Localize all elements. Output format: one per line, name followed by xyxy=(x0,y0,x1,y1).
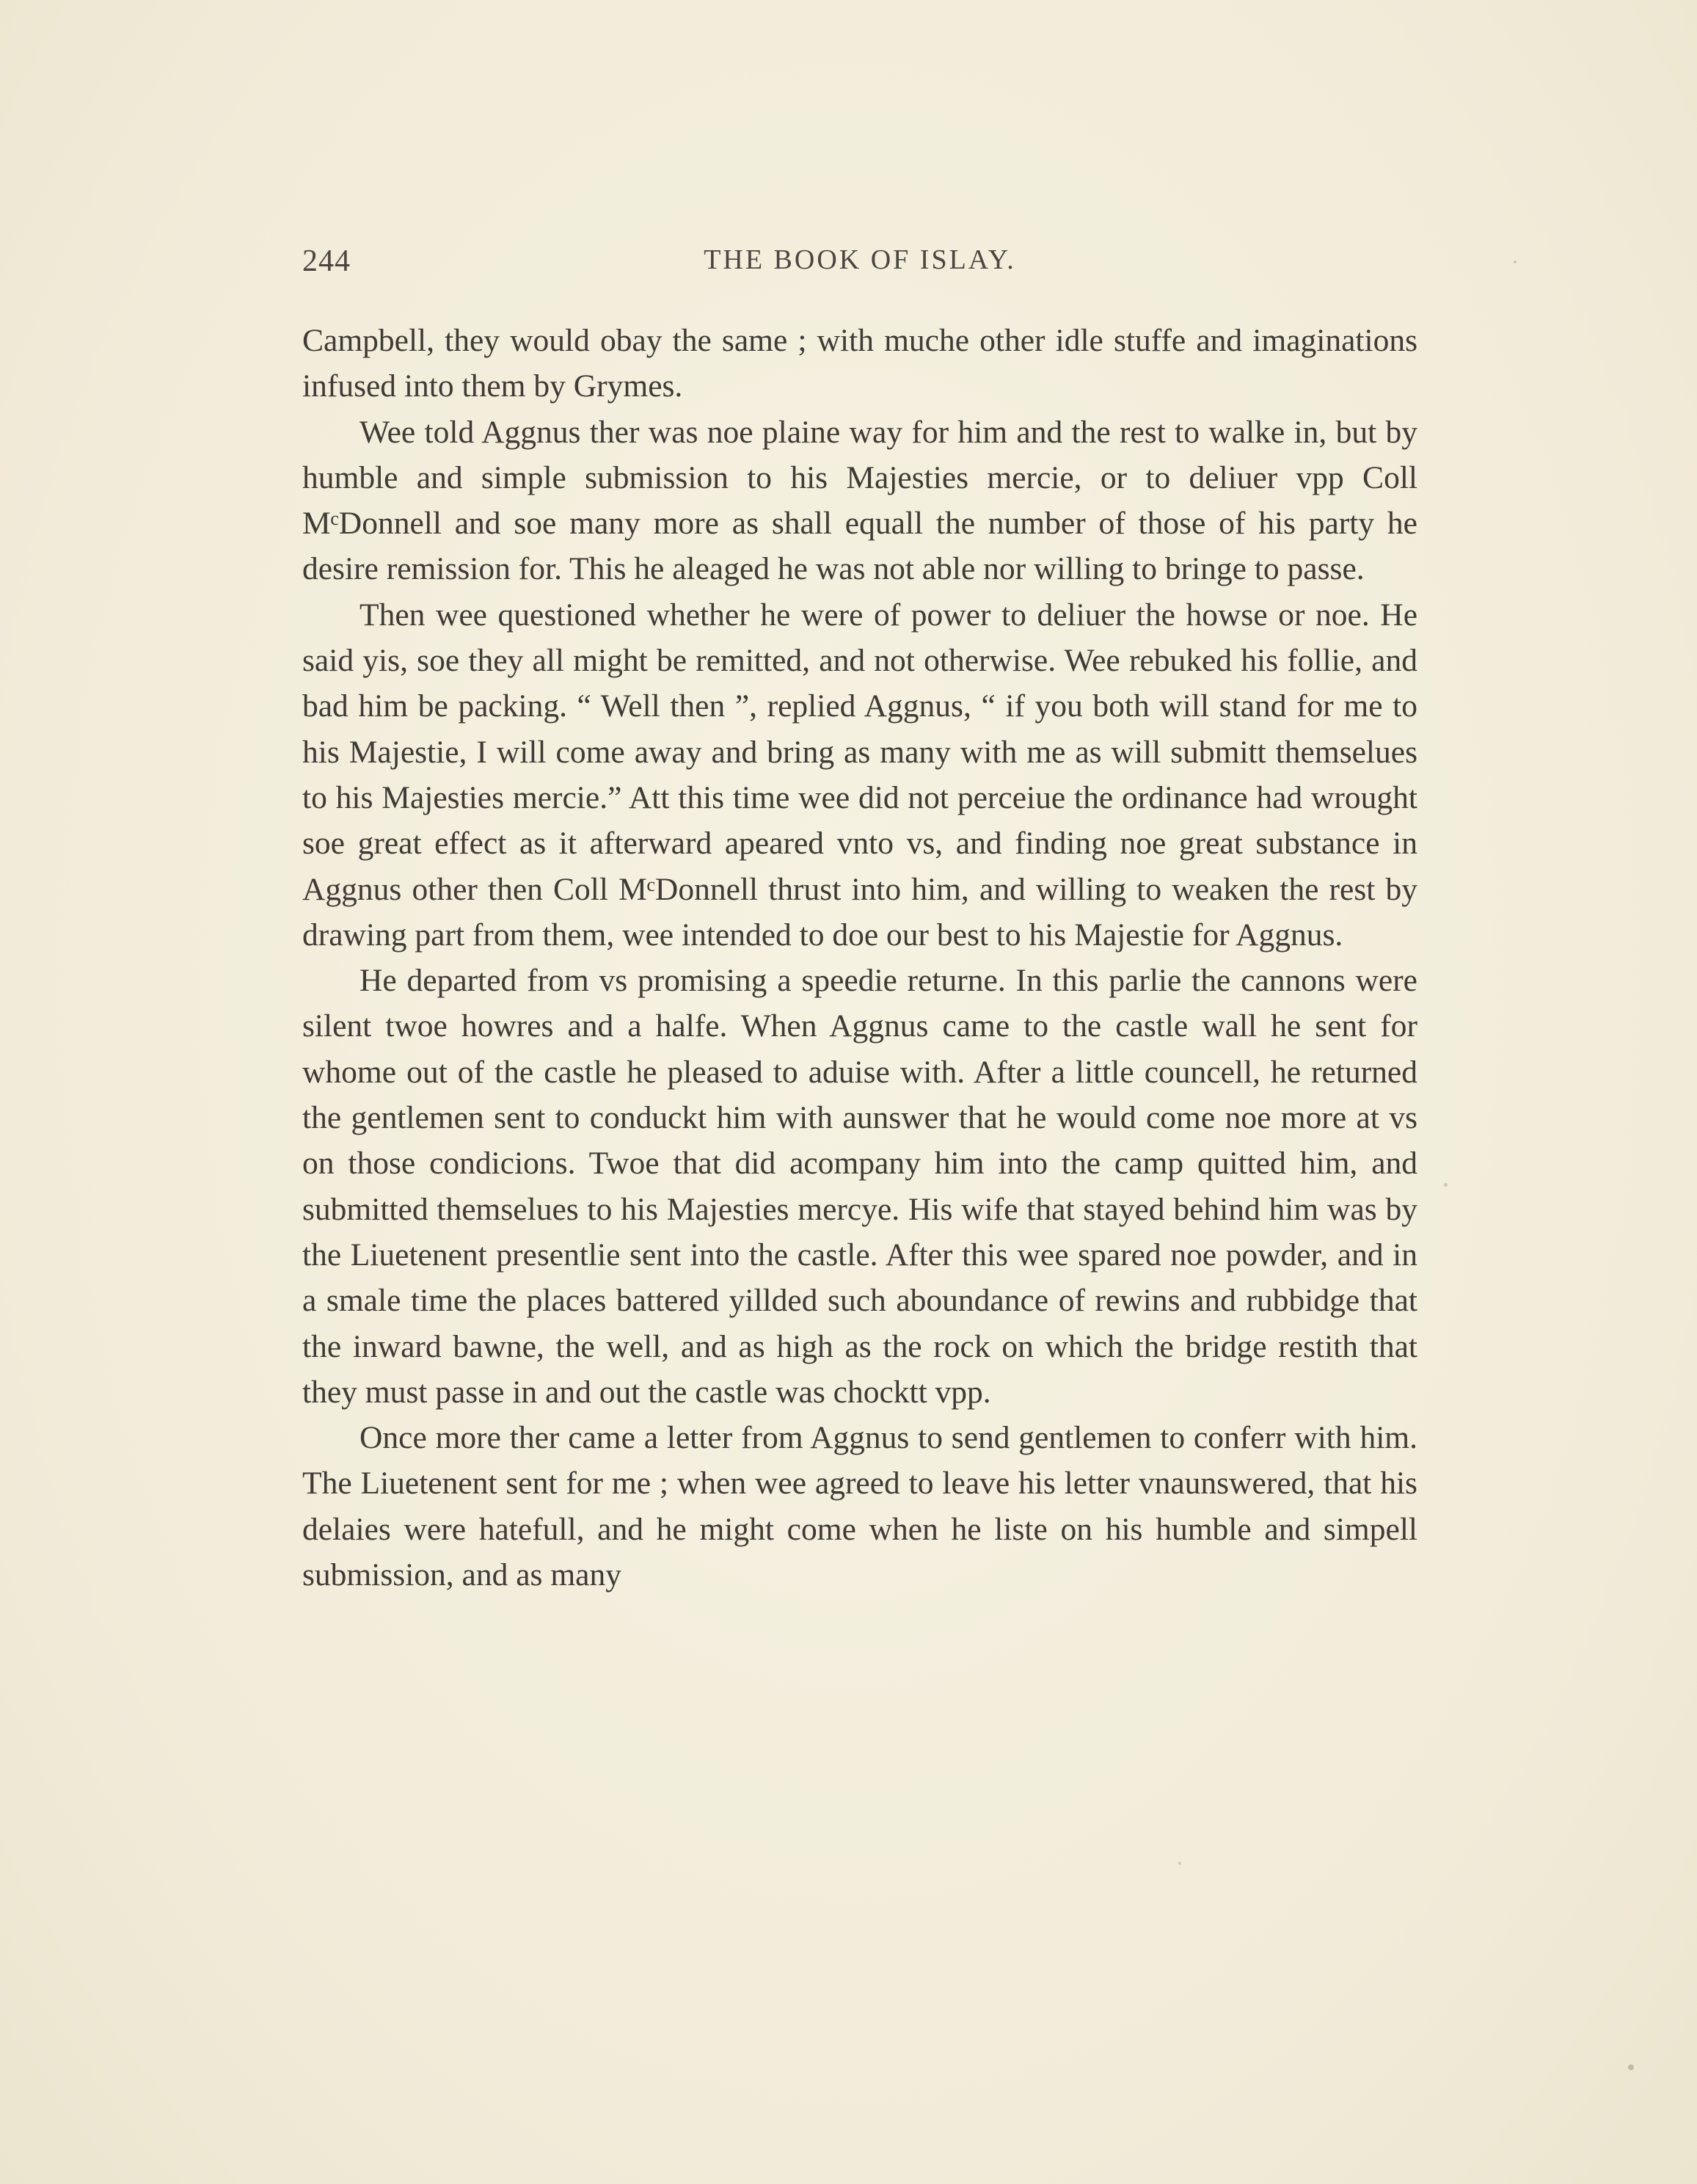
paragraph-continued: Campbell, they would obay the same ; with muche other idle stuffe and imaginations infused into them by Grymes. xyxy=(302,323,1417,404)
paper-speck xyxy=(1628,2064,1634,2070)
paper-speck xyxy=(1178,1862,1181,1865)
running-title: THE BOOK OF ISLAY. xyxy=(704,244,1016,275)
body-text xyxy=(302,318,1417,1598)
paragraph: Once more ther came a letter from Aggnus to send gentlemen to conferr with him. The Liuetenent sent for me ; when wee agreed to leave his letter vnaunswered, that his delaies were hatefull, and he might come when he liste on his humble and simpell submission, and as many xyxy=(302,1420,1417,1593)
page-number: 244 xyxy=(302,244,351,278)
paper-speck xyxy=(1514,261,1517,263)
paper-speck xyxy=(1444,1183,1448,1187)
paragraph: Then wee questioned whether he were of power to deliuer the howse or noe. He said yis, soe they all might be remitted, and not otherwise. Wee rebuked his follie, and bad him be packing. “ Well then ”, replied Aggnus, “ if you both will stand for me to his Majestie, I will come away and bring as many with me as will submitt themselues to his Majesties mercie.” Att this time wee did not perceiue the ordinance had wrought soe great effect as it afterward apeared vnto vs, and finding noe great substance in Aggnus other then Coll MᶜDonnell thrust into him, and willing to weaken the rest by drawing part from them, wee intended to doe our best to his Majestie for Aggnus. xyxy=(302,597,1417,953)
paragraph: Wee told Aggnus ther was noe plaine way for him and the rest to walke in, but by humble and simple submission to his Majesties mercie, or to deliuer vpp Coll MᶜDonnell and soe many more as shall equall the number of those of his party he desire remission for. This he aleaged he was not able nor willing to bringe to passe. xyxy=(302,414,1417,587)
page-header xyxy=(302,244,1417,295)
paragraph: He departed from vs promising a speedie returne. In this parlie the cannons were silent twoe howres and a halfe. When Aggnus came to the castle wall he sent for whome out of the castle he pleased to aduise with. After a little councell, he returned the gentlemen sent to conduckt him with aunswer that he would come noe more at vs on those condicions. Twoe that did acompany him into the camp quitted him, and submitted themselues to his Majesties mercye. His wife that stayed behind him was by the Liuetenent presentlie sent into the castle. After this wee spared noe powder, and in a smale time the places battered yillded such aboundance of rewins and rubbidge that the inward bawne, the well, and as high as the rock on which the bridge restith that they must passe in and out the castle was chocktt vpp. xyxy=(302,963,1417,1410)
